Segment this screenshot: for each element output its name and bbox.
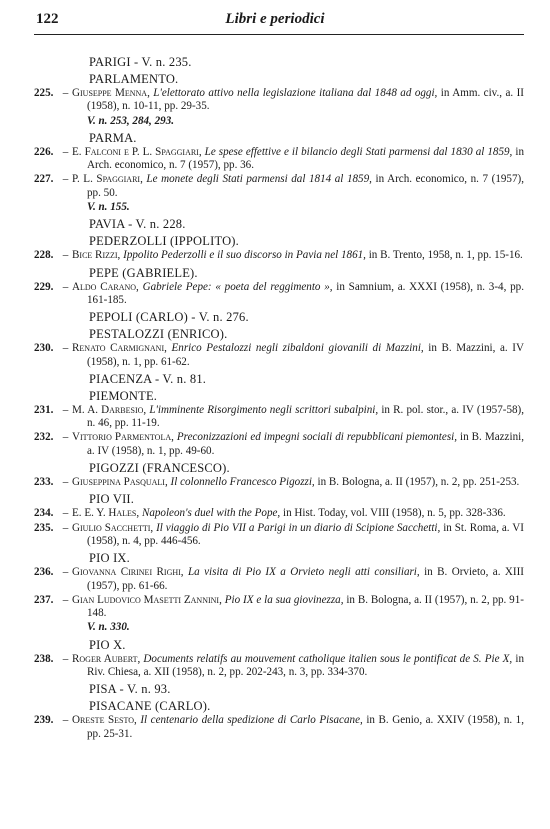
bibliography-entry	[34, 249, 524, 262]
entry-author: Vittorio Parmentola,	[72, 431, 174, 444]
entry-source: in Riv. Chiesa, a. XII (1958), n. 2, pp. 202-243, n. 3, pp. 334-370.	[87, 652, 524, 679]
entry-title: Il viaggio di Pio VII a Parigi in un diario di Scipione Sacchetti,	[156, 521, 441, 534]
entry-source: in R. pol. stor., a. IV (1957-58), n. 46, pp. 11-19.	[87, 403, 524, 430]
subject-heading: PIACENZA - V. n. 81.	[89, 371, 207, 386]
cross-reference: V. n. 330.	[87, 621, 130, 634]
entry-number: 231.	[34, 403, 54, 416]
entry-title: La visita di Pio IX a Orvieto negli atti consiliari,	[188, 566, 420, 579]
entry-text	[72, 522, 524, 549]
entry-text	[72, 653, 524, 680]
entry-number: 237.	[34, 593, 54, 606]
entry-title: Il centenario della spedizione di Carlo Pisacane,	[140, 714, 363, 727]
entry-dash: –	[62, 87, 69, 99]
entry-text	[72, 431, 524, 458]
subject-heading: PAVIA - V. n. 228.	[89, 217, 186, 232]
subject-heading: PARIGI - V. n. 235.	[89, 55, 192, 69]
entry-author: Renato Carmignani,	[72, 342, 167, 355]
subject-heading: PISACANE (CARLO).	[89, 699, 211, 714]
entry-author: Bice Rizzi,	[72, 249, 121, 262]
entry-dash: –	[62, 652, 69, 665]
entry-title: Il colonnello Francesco Pigozzi,	[170, 476, 315, 489]
entry-text	[72, 404, 524, 431]
entry-dash: –	[62, 476, 69, 489]
subject-heading: PIEMONTE.	[89, 388, 158, 403]
bibliography-entry	[34, 431, 524, 458]
entry-title: Ippolito Pederzolli e il suo discorso in Pavia nel 1861,	[123, 249, 366, 262]
subject-heading: PIO IX.	[89, 551, 130, 566]
entry-number: 227.	[34, 173, 54, 186]
entry-title: Pio IX e la sua giovinezza,	[224, 593, 344, 606]
bibliography-entry	[34, 404, 524, 431]
entry-title: Le spese effettive e il bilancio degli Stati parmensi dal 1830 al 1859,	[204, 145, 513, 158]
entry-text	[72, 507, 524, 520]
entry-dash: –	[62, 507, 69, 520]
entry-source: in B. Mazzini, a. IV (1958), n. 1, pp. 61-62.	[87, 342, 524, 368]
entry-dash: –	[62, 431, 69, 444]
bibliography-entry	[34, 146, 524, 173]
bibliography-entry	[34, 342, 524, 369]
entry-author: E. Falconi e P. L. Spaggiari,	[72, 145, 202, 158]
entry-author: Giuseppina Pasquali,	[72, 476, 168, 489]
entry-title: Le monete degli Stati parmensi dal 1814 al 1859,	[146, 173, 372, 186]
entry-author: Aldo Carano,	[72, 280, 139, 293]
entry-text	[72, 476, 524, 489]
entry-title: Enrico Pestalozzi negli zibaldoni giovanili di Mazzini,	[171, 342, 424, 355]
entry-text	[72, 249, 524, 262]
entry-source: in Arch. economico, n. 7 (1957), pp. 50.	[87, 173, 524, 199]
entry-number: 233.	[34, 476, 54, 489]
entry-source: in Samnium, a. XXXI (1958), n. 3-4, pp. 161-185.	[87, 280, 524, 306]
entry-number: 228.	[34, 249, 54, 262]
bibliography-entry	[34, 594, 524, 621]
entry-dash: –	[62, 714, 69, 727]
subject-heading: PESTALOZZI (ENRICO).	[89, 327, 228, 342]
entry-dash: –	[62, 280, 69, 293]
entry-source: in Arch. economico, n. 7 (1957), pp. 36.	[87, 145, 525, 172]
entry-author: Oreste Sesto,	[72, 714, 137, 727]
entry-source: in B. Trento, 1958, n. 1, pp. 15-16.	[368, 249, 523, 262]
subject-heading: PIO X.	[89, 637, 126, 652]
entry-author: Giuseppe Menna,	[72, 87, 150, 99]
bibliography-entry	[34, 173, 524, 200]
entry-dash: –	[62, 403, 69, 416]
entry-title: Preconizzazioni ed impegni sociali di repubblicani piemontesi,	[176, 431, 457, 444]
bibliography-entry	[34, 476, 524, 489]
entry-source: in B. Bologna, a. II (1957), n. 2, pp. 251-253.	[317, 476, 520, 489]
running-header	[0, 0, 550, 30]
running-title: Libri e periodici	[225, 11, 325, 27]
entry-text	[72, 342, 524, 369]
entry-source: in B. Bologna, a. II (1957), n. 2, pp. 91-148.	[87, 593, 524, 620]
entry-number: 230.	[34, 342, 54, 355]
entry-text	[72, 146, 524, 173]
entry-number: 232.	[34, 431, 54, 444]
entry-dash: –	[62, 566, 69, 579]
subject-heading: PARMA.	[89, 130, 137, 145]
page-number: 122	[36, 11, 59, 27]
subject-heading: PEPOLI (CARLO) - V. n. 276.	[89, 310, 249, 325]
entry-number: 236.	[34, 566, 54, 579]
entry-dash: –	[62, 249, 69, 262]
entry-author: E. E. Y. Hales,	[72, 507, 140, 520]
entry-number: 234.	[34, 507, 54, 520]
entry-dash: –	[62, 145, 69, 158]
entry-text	[72, 594, 524, 621]
entry-text	[72, 714, 524, 741]
bibliography-list	[34, 52, 524, 742]
entry-dash: –	[62, 173, 69, 186]
entry-text	[72, 566, 524, 593]
entry-author: P. L. Spaggiari,	[72, 173, 143, 186]
subject-heading: PARLAMENTO.	[89, 72, 179, 86]
bibliography-entry	[34, 566, 524, 593]
entry-title: L'imminente Risorgimento negli scrittori subalpini,	[149, 403, 379, 416]
cross-reference: V. n. 253, 284, 293.	[87, 114, 175, 127]
entry-dash: –	[62, 521, 69, 534]
bibliography-entry	[34, 522, 524, 549]
entry-title: Napoleon's duel with the Pope,	[141, 507, 281, 520]
entry-dash: –	[62, 342, 69, 355]
entry-title: L'elettorato attivo nella legislazione italiana dal 1848 ad oggi,	[153, 87, 438, 99]
entry-number: 235.	[34, 521, 54, 534]
entry-source: in B. Genio, a. XXIV (1958), n. 1, pp. 25-31.	[87, 714, 524, 740]
entry-number: 226.	[34, 145, 54, 158]
entry-source: in Amm. civ., a. II (1958), n. 10-11, pp. 29-35.	[87, 87, 524, 113]
bibliography-entry	[34, 714, 524, 741]
header-rule	[34, 34, 524, 35]
bibliography-entry	[34, 87, 524, 114]
entry-dash: –	[62, 593, 69, 606]
entry-author: Roger Aubert,	[72, 652, 141, 665]
subject-heading: PEPE (GABRIELE).	[89, 265, 198, 280]
entry-number: 238.	[34, 652, 54, 665]
bibliography-entry	[34, 281, 524, 308]
entry-number: 239.	[34, 714, 54, 727]
subject-heading: PEDERZOLLI (IPPOLITO).	[89, 234, 239, 249]
entry-title: Gabriele Pepe: « poeta del reggimento »,	[142, 280, 333, 293]
entry-source: in B. Orvieto, a. XIII (1957), pp. 61-66.	[87, 566, 524, 592]
entry-number: 225.	[34, 87, 54, 99]
entry-author: Giovanna Cirinei Righi,	[72, 566, 184, 579]
entry-text	[72, 87, 524, 114]
entry-text	[72, 173, 524, 200]
entry-number: 229.	[34, 280, 54, 293]
subject-heading: PIGOZZI (FRANCESCO).	[89, 461, 230, 476]
entry-text	[72, 281, 524, 308]
cross-reference: V. n. 155.	[87, 201, 130, 214]
bibliography-entry	[34, 653, 524, 680]
subject-heading: PISA - V. n. 93.	[89, 682, 171, 697]
bibliography-entry	[34, 507, 524, 520]
entry-title: Documents relatifs au mouvement catholique italien sous le pontificat de S. Pie X,	[143, 652, 513, 665]
subject-heading: PIO VII.	[89, 492, 135, 507]
entry-source: in Hist. Today, vol. VIII (1958), n. 5, pp. 328-336.	[282, 507, 506, 520]
entry-source: in St. Roma, a. VI (1958), n. 4, pp. 446-456.	[87, 521, 524, 547]
entry-author: M. A. Darbesio,	[72, 403, 147, 416]
entry-author: Giulio Sacchetti,	[72, 521, 154, 534]
entry-author: Gian Ludovico Masetti Zannini,	[72, 593, 222, 606]
entry-source: in B. Mazzini, a. IV (1958), n. 1, pp. 49-60.	[87, 431, 524, 457]
